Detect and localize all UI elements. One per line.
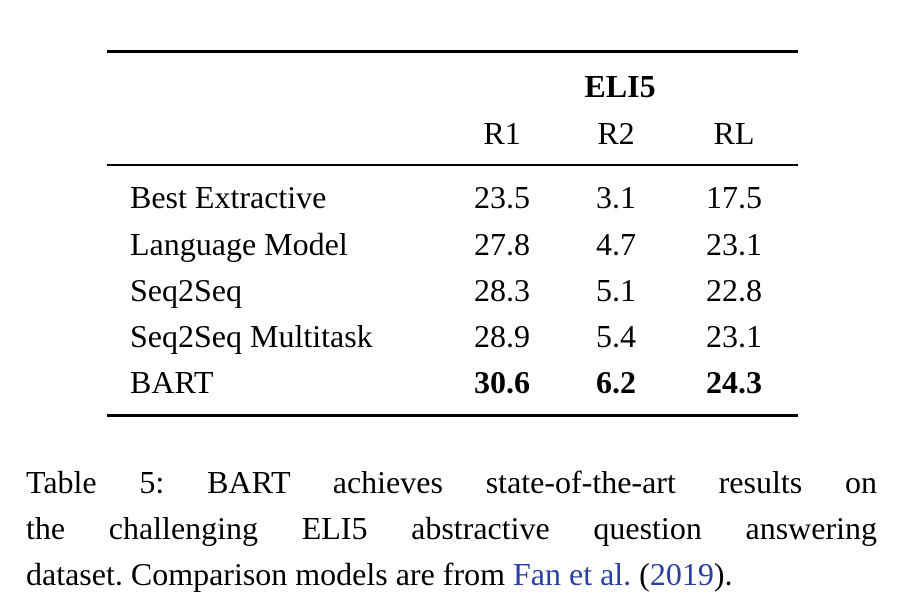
cell-language-model-r1: 27.8 — [474, 226, 530, 262]
cell-language-model-rl: 23.1 — [706, 226, 762, 262]
row-label-bart: BART — [130, 364, 214, 400]
cell-seq2seq-r2: 5.1 — [596, 272, 636, 308]
cell-seq2seq-multitask-rl: 23.1 — [706, 318, 762, 354]
caption-end-period: . — [724, 556, 733, 592]
table-top-rule — [107, 50, 798, 53]
row-label-seq2seq: Seq2Seq — [130, 272, 242, 308]
cell-bart-r1: 30.6 — [474, 364, 530, 400]
row-label-seq2seq-multitask: Seq2Seq Multitask — [130, 318, 373, 354]
caption-line-2: the challenging ELI5 abstractive question answering — [26, 510, 877, 546]
cell-seq2seq-r1: 28.3 — [474, 272, 530, 308]
table-caption — [26, 459, 877, 597]
caption-line-1: Table 5: BART achieves state-of-the-art results on — [26, 464, 877, 500]
cell-seq2seq-multitask-r1: 28.9 — [474, 318, 530, 354]
table-mid-rule — [107, 164, 798, 166]
citation-link-year[interactable]: 2019 — [649, 556, 714, 592]
cell-seq2seq-rl: 22.8 — [706, 272, 762, 308]
cell-language-model-r2: 4.7 — [596, 226, 636, 262]
cell-best-extractive-r1: 23.5 — [474, 179, 530, 215]
cell-seq2seq-multitask-r2: 5.4 — [596, 318, 636, 354]
row-label-best-extractive: Best Extractive — [130, 179, 327, 215]
cell-best-extractive-r2: 3.1 — [596, 179, 636, 215]
cell-bart-r2: 6.2 — [596, 364, 636, 400]
citation-link-authors[interactable]: Fan et al. — [512, 556, 632, 592]
cell-bart-rl: 24.3 — [706, 364, 762, 400]
cell-best-extractive-rl: 17.5 — [706, 179, 762, 215]
table-bottom-rule — [107, 414, 798, 417]
column-header-rl: RL — [713, 115, 755, 151]
column-header-r1: R1 — [483, 115, 521, 151]
citation-close-paren: ) — [713, 556, 725, 592]
citation-open-paren: ( — [631, 556, 650, 592]
caption-line-3-text: dataset. Comparison models are from — [26, 556, 513, 592]
row-label-language-model: Language Model — [130, 226, 348, 262]
group-header-eli5: ELI5 — [584, 68, 656, 104]
caption-line-3 — [26, 551, 877, 597]
column-header-r2: R2 — [597, 115, 635, 151]
